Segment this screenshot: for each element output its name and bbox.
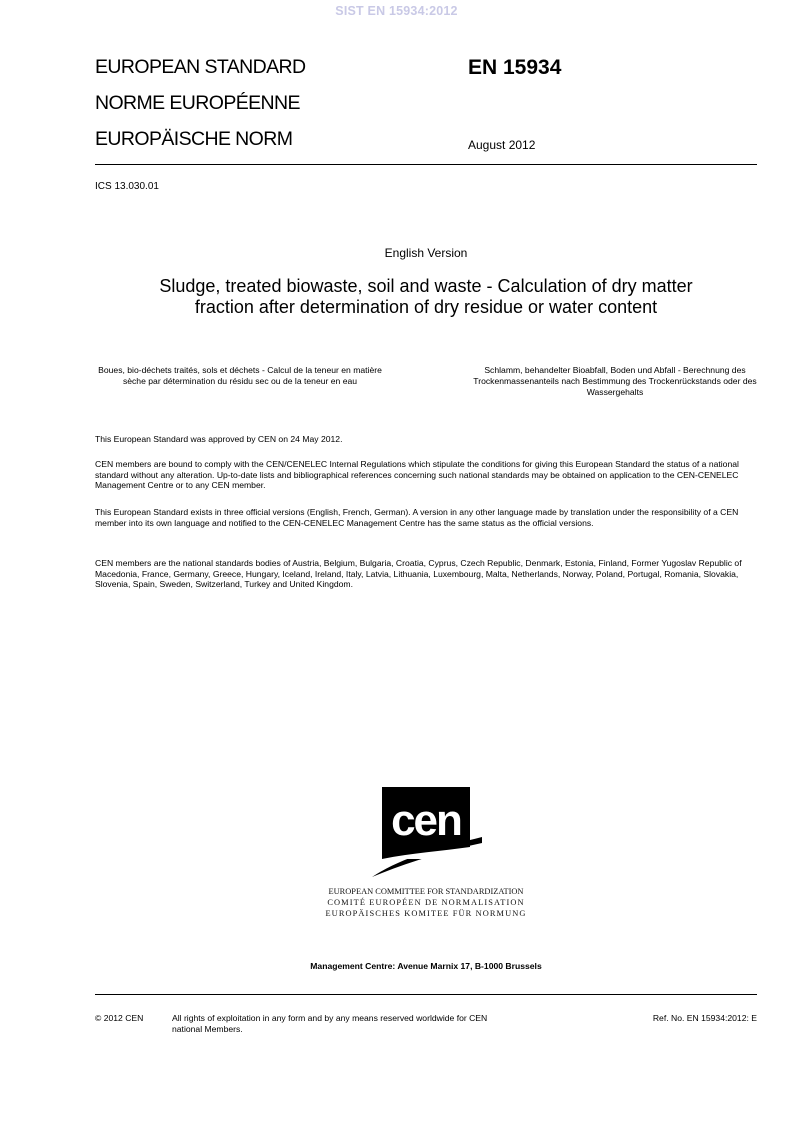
- standard-name-en: EUROPEAN STANDARD: [95, 56, 306, 78]
- reference-number: Ref. No. EN 15934:2012: E: [652, 1013, 757, 1023]
- versions-paragraph: This European Standard exists in three official versions (English, French, German). A version in any other language made by translation under the responsibility of a CEN member into its own language and notified to the CEN-CENELEC Management Centre has the same status as the official versions.: [95, 507, 739, 528]
- cen-logo-text: cen: [391, 796, 461, 845]
- standard-number: EN 15934: [468, 56, 562, 79]
- members-paragraph: CEN members are the national standards bodies of Austria, Belgium, Bulgaria, Croatia, Cyprus, Czech Republic, Denmark, Estonia, Finland, Former Yugoslav Republic of Macedonia, France, Germany, Greece, Hungary, Iceland, Ireland, Italy, Latvia, Lithuania, Luxembourg, Malta, Netherlands, Norway, Poland, Portugal, Romania, Slovakia, Slovenia, Spain, Sweden, Switzerland, Turkey and United Kingdom.: [95, 558, 742, 590]
- footer-divider: [95, 994, 757, 995]
- standard-name-de: EUROPÄISCHE NORM: [95, 128, 293, 150]
- committee-name-en: EUROPEAN COMMITTEE FOR STANDARDIZATION: [328, 887, 524, 896]
- cen-logo-icon: [372, 787, 482, 877]
- language-version: English Version: [384, 246, 468, 260]
- french-title: Boues, bio-déchets traités, sols et déchets - Calcul de la teneur en matière sèche par détermination du résidu sec ou de la teneur en eau: [98, 365, 382, 386]
- committee-names: [0, 886, 793, 919]
- german-title: Schlamm, behandelter Bioabfall, Boden und Abfall - Berechnung des Trockenmassenanteils nach Bestimmung des Trockenrückstands oder des Wassergehalts: [473, 365, 757, 397]
- publication-date: August 2012: [468, 138, 536, 152]
- rights-statement: All rights of exploitation in any form and by any means reserved worldwide for CEN national Members.: [172, 1013, 488, 1034]
- committee-name-fr: COMITÉ EUROPÉEN DE NORMALISATION: [327, 898, 525, 907]
- management-centre-address: Management Centre: Avenue Marnix 17, B-1000 Brussels: [310, 961, 542, 971]
- standard-name-fr: NORME EUROPÉENNE: [95, 92, 300, 114]
- regulations-paragraph: CEN members are bound to comply with the CEN/CENELEC Internal Regulations which stipulate the conditions for giving this European Standard the status of a national standard without any alteration. Up-to-date lists and bibliographical references concerning such national standards may be obtained on application to the CEN-CENELEC Management Centre or to any CEN member.: [95, 459, 739, 491]
- document-title: Sludge, treated biowaste, soil and waste - Calculation of dry matter fraction after determination of dry residue or water content: [159, 276, 693, 317]
- committee-name-de: EUROPÄISCHES KOMITEE FÜR NORMUNG: [325, 909, 527, 918]
- copyright: © 2012 CEN: [95, 1013, 144, 1023]
- watermark: SIST EN 15934:2012: [335, 4, 458, 18]
- approval-paragraph: This European Standard was approved by CEN on 24 May 2012.: [95, 434, 343, 444]
- header-divider: [95, 164, 757, 165]
- ics-code: ICS 13.030.01: [95, 181, 159, 192]
